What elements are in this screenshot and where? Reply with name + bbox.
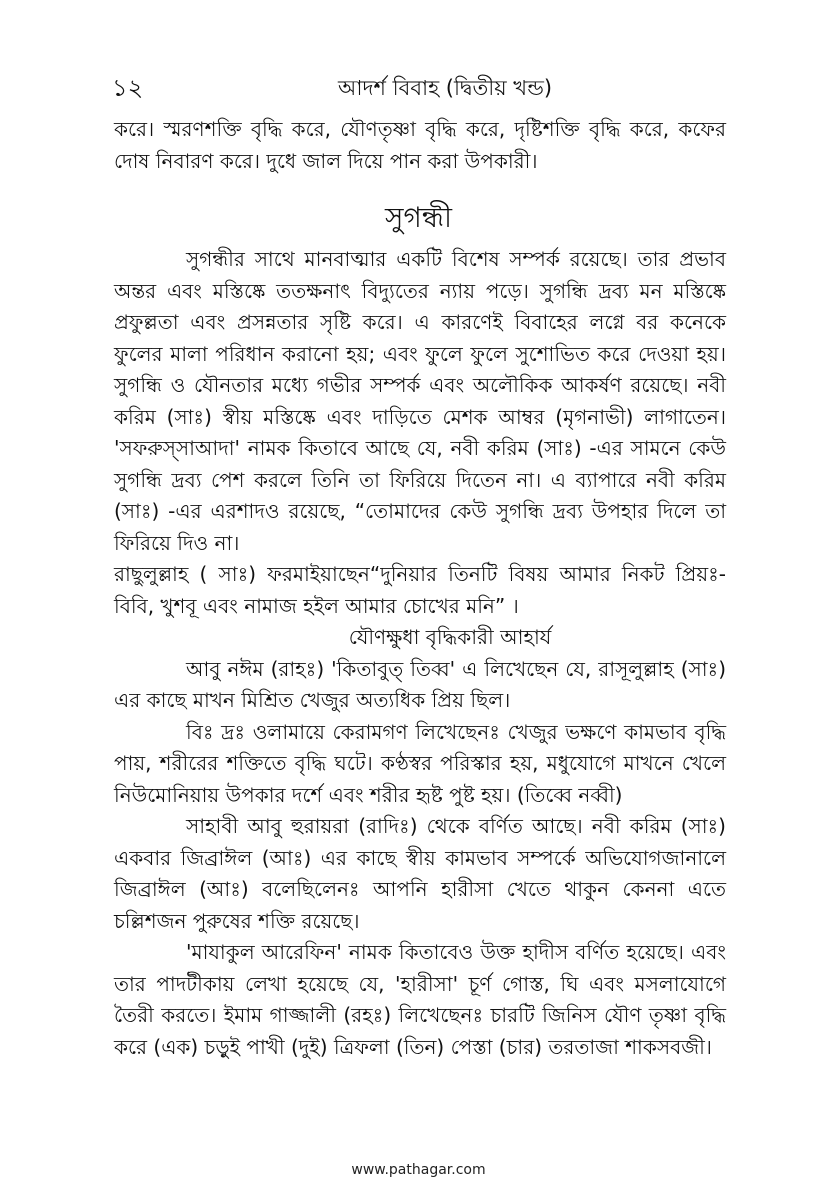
intro-block: [114, 114, 726, 177]
paragraph: রাছুলুল্লাহ ( সাঃ) ফরমাইয়াছেন“দুনিয়ার তিনটি বিষয় আমার নিকট প্রিয়ঃ- বিবি, খুশবূ এবং নামাজ হইল আমার চোখের মনি” ।: [114, 562, 726, 618]
subsection-title: যৌণক্ষুধা বৃদ্ধিকারী আহার্য: [348, 625, 552, 649]
section-title: সুগন্ধী: [384, 201, 453, 234]
intro-paragraph: করে। স্মরণশক্তি বৃদ্ধি করে, যৌণতৃষ্ণা বৃদ্ধি করে, দৃষ্টিশক্তি বৃদ্ধি করে, কফের দোষ নিবারণ করে। দুধে জাল দিয়ে পান করা উপকারী।: [114, 117, 726, 173]
footer-source-link[interactable]: www.pathagar.com: [351, 1162, 486, 1178]
page-number: ১২: [112, 74, 144, 102]
paragraph: আবু নঈম (রাহঃ) 'কিতাবুত্ তিব্ব' এ লিখেছেন যে, রাসূলুল্লাহ (সাঃ) এর কাছে মাখন মিশ্রিত খেজুর অত্যধিক প্রিয় ছিল।: [114, 656, 726, 712]
paragraph: বিঃ দ্রঃ ওলামায়ে কেরামগণ লিখেছেনঃ খেজুর ভক্ষণে কামভাব বৃদ্ধি পায়, শরীরের শক্তিতে বৃদ্ধি ঘটে। কণ্ঠস্বর পরিস্কার হয়, মধুযোগে মাখনে খেলে নিউমোনিয়ায় উপকার দর্শে এবং শরীর হৃষ্ট পুষ্ট হয়। (তিব্বে নব্বী): [114, 719, 726, 807]
paragraph: সাহাবী আবু হুরায়রা (রাদিঃ) থেকে বর্ণিত আছে। নবী করিম (সাঃ) একবার জিব্রাঈল (আঃ) এর কাছে স্বীয় কামভাব সম্পর্কে অভিযোগজানালে জিব্রাঈল (আঃ) বলেছিলেনঃ আপনি হারীসা খেতে থাকুন কেননা এতে চল্লিশজন পুরুষের শক্তি রয়েছে।: [114, 814, 726, 933]
main-body: [114, 244, 726, 1063]
running-title: আদর্শ বিবাহ (দ্বিতীয় খন্ড): [338, 76, 553, 100]
paragraph: সুগন্ধীর সাথে মানবাত্মার একটি বিশেষ সম্পর্ক রয়েছে। তার প্রভাব অন্তর এবং মস্তিষ্কে ততক্ষনাৎ বিদ্যুতের ন্যায় পড়ে। সুগন্ধি দ্রব্য মন মস্তিষ্কে প্রফুল্লতা এবং প্রসন্নতার সৃষ্টি করে। এ কারণেই বিবাহের লগ্নে বর কনেকে ফুলের মালা পরিধান করানো হয়; এবং ফুলে ফুলে সুশোভিত করে দেওয়া হয়। সুগন্ধি ও যৌনতার মধ্যে গভীর সম্পর্ক এবং অলৌকিক আকর্ষণ রয়েছে। নবী করিম (সাঃ) স্বীয় মস্তিষ্কে এবং দাড়িতে মেশক আম্বর (মৃগনাভী) লাগাতেন। 'সফরুস্সাআদা' নামক কিতাবে আছে যে, নবী করিম (সাঃ) -এর সামনে কেউ সুগন্ধি দ্রব্য পেশ করলে তিনি তা ফিরিয়ে দিতেন না। এ ব্যাপারে নবী করিম (সাঃ) -এর এরশাদও রয়েছে, “তোমাদের কেউ সুগন্ধি দ্রব্য উপহার দিলে তা ফিরিয়ে দিও না।: [114, 247, 726, 555]
paragraph: 'মাযাকুল আরেফিন' নামক কিতাবেও উক্ত হাদীস বর্ণিত হয়েছে। এবং তার পাদটীকায় লেখা হয়েছে যে, 'হারীসা' চূর্ণ গোস্ত, ঘি এবং মসলাযোগে তৈরী করতে। ইমাম গাজ্জালী (রহঃ) লিখেছেনঃ চারটি জিনিস যৌণ তৃষ্ণা বৃদ্ধি করে (এক) চড়ুই পাখী (দুই) ত্রিফলা (তিন) পেস্তা (চার) তরতাজা শাকসবজী।: [114, 940, 726, 1059]
